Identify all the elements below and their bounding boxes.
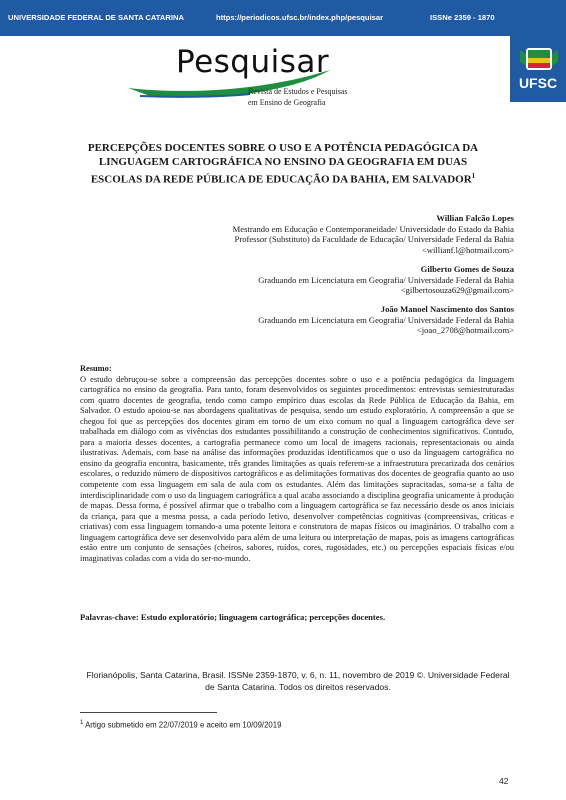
keywords: Palavras-chave: Estudo exploratório; linguagem cartográfica; percepções docentes.: [80, 612, 386, 622]
footnote-mark: 1: [80, 720, 84, 726]
issn-label: ISSNe 2359 - 1870: [430, 13, 495, 22]
author-name: Gilberto Gomes de Souza: [420, 263, 514, 274]
journal-subtitle-2: em Ensino de Geografia: [248, 98, 326, 107]
authors-block: [150, 213, 514, 344]
journal-subtitle-1: Revista de Estudos e Pesquisas: [248, 87, 348, 96]
citation-line-1: Florianópolis, Santa Catarina, Brasil. ISSNe 2359-1870, v. 6, n. 11, novembro de 2019 ©. Universidade Federal: [86, 670, 510, 680]
author-2: [150, 264, 514, 296]
journal-brand: [0, 36, 500, 126]
author-email[interactable]: <willianf.l@hotmail.com>: [421, 245, 514, 256]
article-title: [70, 141, 496, 187]
author-affiliation: Mestrando em Educação e Contemporaneidade/ Universidade do Estado da Bahia: [232, 223, 514, 234]
citation: [85, 670, 511, 693]
author-name: João Manoel Nascimento dos Santos: [380, 303, 514, 314]
ufsc-crest-icon: [510, 36, 566, 102]
footnote-divider: [80, 712, 217, 713]
abstract: [80, 364, 514, 564]
ufsc-logo-text: UFSC: [518, 75, 558, 91]
journal-url-link[interactable]: https://periodicos.ufsc.br/index.php/pesquisar: [216, 13, 384, 22]
title-footnote-mark[interactable]: 1: [471, 172, 476, 180]
author-affiliation: Professor (Substituto) da Faculdade de Educação/ Universidade Federal da Bahia: [234, 234, 514, 245]
abstract-label: Resumo:: [80, 364, 112, 373]
author-affiliation: Graduando em Licenciatura em Geografia/ Universidade Federal da Bahia: [258, 274, 514, 285]
author-email[interactable]: <joao_2708@hotmail.com>: [416, 325, 514, 336]
footnote: [80, 720, 281, 730]
title-line-1: PERCEPÇÕES DOCENTES SOBRE O USO E A POTÊNCIA PEDAGÓGICA DA: [87, 142, 479, 154]
title-line-3: ESCOLAS DA REDE PÚBLICA DE EDUCAÇÃO DA BAHIA, EM SALVADOR$^1$: [90, 172, 476, 186]
author-email[interactable]: <gilbertosouza629@gmail.com>: [400, 285, 514, 296]
ufsc-logo: [510, 36, 566, 102]
header-bar: [0, 0, 566, 36]
author-3: [150, 304, 514, 336]
page-number: 42: [499, 776, 509, 786]
journal-name: Pesquisar: [176, 44, 330, 80]
author-1: [150, 213, 514, 256]
footnote-text: Artigo submetido em 22/07/2019 e aceito em 10/09/2019: [83, 720, 282, 730]
title-line-2: LINGUAGEM CARTOGRÁFICA NO ENSINO DA GEOGRAFIA EM DUAS: [98, 156, 468, 168]
author-affiliation: Graduando em Licenciatura em Geografia/ Universidade Federal da Bahia: [258, 314, 514, 325]
university-name: UNIVERSIDADE FEDERAL DE SANTA CATARINA: [8, 13, 184, 22]
abstract-text: O estudo debruçou-se sobre a compreensão das percepções docentes sobre o uso e a potência pedagógica da linguagem cartográfica no ensino da geografia. Para tanto, foram desenvolvidos os seguintes procedimentos: entrevistas semiestruturadas com quatro docentes de geografia, tendo como campo empírico duas escolas da Rede Pública de Educação da Bahia, em Salvador. O estudo apoiou-se nas abordagens qualitativas de pesquisa, sendo um estudo exploratório. A compreensão a que se chegou foi que as percepções dos docentes giram em torno de um eixo comum no qual a linguagem cartográfica deve ser trabalhada em diálogo com as vivências dos estudantes possibilitando a construção de conhecimentos significativos. Contudo, para a maioria desses docentes, a cartografia permanece como um local de imagens racionais, representacionais ou ainda ilustrativas. Ademais, com base na análise das informações produzidas identificamos que o uso da linguagem cartográfica no ensino da geografia encontra, basicamente, três grandes limitações as quais referem-se a infraestrutura precarizada dos cenários escolares, o reduzido número de dispositivos cartográficos e as delimitações formativas dos docentes de geografia quanto ao uso competente com essa linguagem em sala de aula com os estudantes. Além das limitações supracitadas, soma-se a falta de interdisciplinaridade com o uso da linguagem cartográfica a qual acaba associando a disciplina geografia unicamente à produção de mapas. Dessa forma, é possível afirmar que o trabalho com a linguagem cartográfica se faz necessário desde os anos iniciais da criança, para que a mesma possa, a cada período letivo, desenvolver competências cognitivas (compreensivas, críticas e criativas) com essa linguagem tornando-a uma potente leitora e construtora de mapas físicos ou imaginários. O trabalho com a linguagem cartográfica deve ser desenvolvido para além de uma leitura ou interpretação de mapas, pois as imagens cartográficas estão entre um conjunto de sensações (cheiros, sabores, ruídos, cores, rugosidades, etc.) ou percepções espaciais físicas e/ou imaginativas coladas com a vida do ser-no-mundo.: [80, 374, 514, 563]
citation-line-2: de Santa Catarina. Todos os direitos reservados.: [205, 681, 391, 692]
author-name: Willian Falcão Lopes: [436, 213, 514, 223]
